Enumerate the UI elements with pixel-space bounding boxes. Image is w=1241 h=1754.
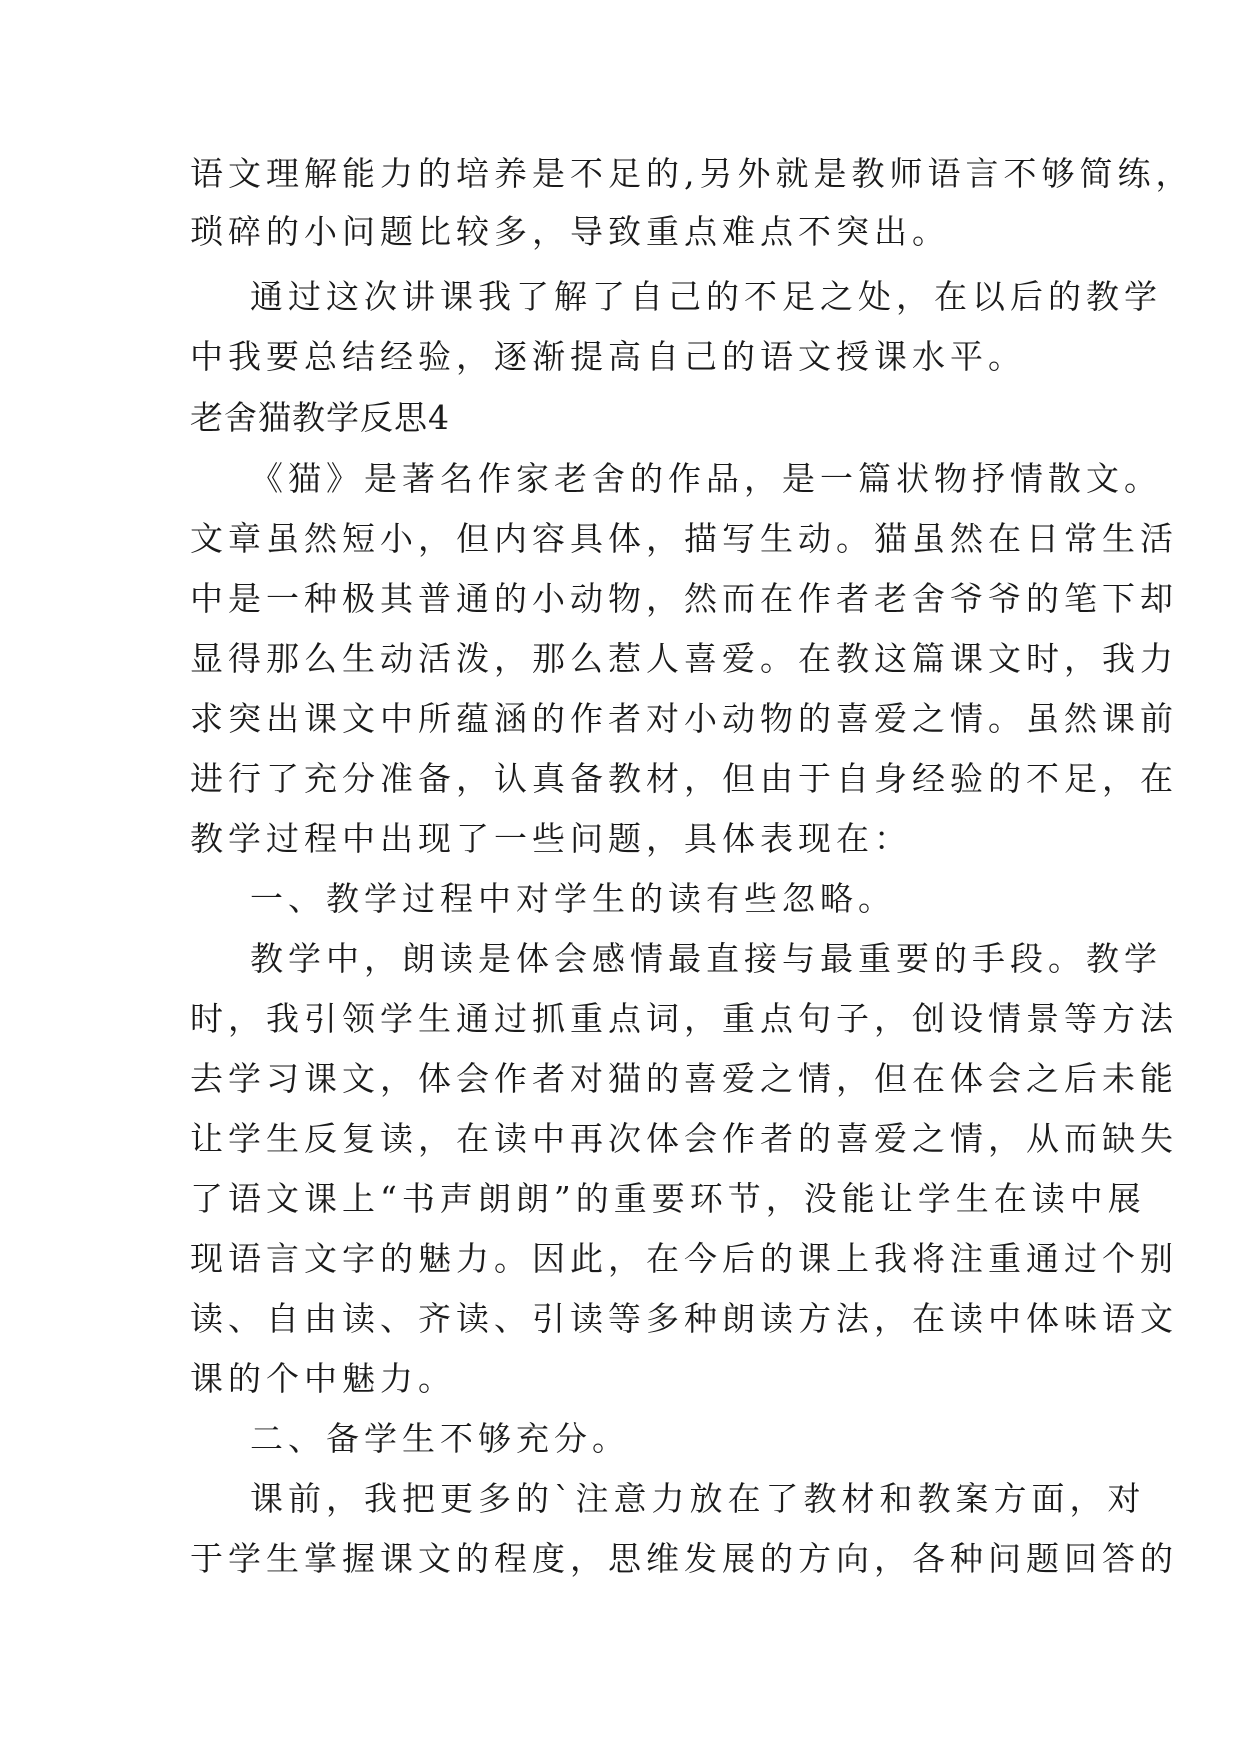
text-line: 时，我引领学生通过抓重点词，重点句子，创设情景等方法 (190, 999, 1178, 1038)
text-line: 进行了充分准备，认真备教材，但由于自身经验的不足，在 (190, 759, 1178, 798)
paragraph-first-line: 通过这次讲课我了解了自己的不足之处，在以后的教学 (250, 277, 1162, 316)
paragraph-first-line: 《猫》是著名作家老舍的作品，是一篇状物抒情散文。 (250, 459, 1162, 498)
text-line: 了语文课上“书声朗朗”的重要环节，没能让学生在读中展 (190, 1179, 1146, 1218)
text-line: 文章虽然短小，但内容具体，描写生动。猫虽然在日常生活 (190, 519, 1178, 558)
text-line: 教学过程中出现了一些问题，具体表现在： (190, 819, 912, 858)
paragraph-first-line: 课前，我把更多的`注意力放在了教材和教案方面，对 (250, 1479, 1146, 1518)
text-line: 于学生掌握课文的程度，思维发展的方向，各种问题回答的 (190, 1539, 1178, 1578)
text-line: 显得那么生动活泼，那么惹人喜爱。在教这篇课文时，我力 (190, 639, 1178, 678)
text-line: 去学习课文，体会作者对猫的喜爱之情，但在体会之后未能 (190, 1059, 1178, 1098)
text-line: 语文理解能力的培养是不足的,另外就是教师语言不够简练， (190, 154, 1194, 193)
text-line: 让学生反复读，在读中再次体会作者的喜爱之情，从而缺失 (190, 1119, 1178, 1158)
subheading-preparation: 二、备学生不够充分。 (250, 1419, 630, 1458)
text-line: 现语言文字的魅力。因此，在今后的课上我将注重通过个别 (190, 1239, 1178, 1278)
text-line: 琐碎的小问题比较多，导致重点难点不突出。 (190, 212, 950, 251)
subheading-reading: 一、教学过程中对学生的读有些忽略。 (250, 879, 896, 918)
text-line: 中是一种极其普通的小动物，然而在作者老舍爷爷的笔下却 (190, 579, 1178, 618)
section-heading: 老舍猫教学反思4 (190, 398, 450, 437)
text-line: 中我要总结经验，逐渐提高自己的语文授课水平。 (190, 337, 1026, 376)
text-line: 课的个中魅力。 (190, 1359, 456, 1398)
paragraph-first-line: 教学中，朗读是体会感情最直接与最重要的手段。教学 (250, 939, 1162, 978)
text-line: 读、自由读、齐读、引读等多种朗读方法，在读中体味语文 (190, 1299, 1178, 1338)
text-line: 求突出课文中所蕴涵的作者对小动物的喜爱之情。虽然课前 (190, 699, 1178, 738)
